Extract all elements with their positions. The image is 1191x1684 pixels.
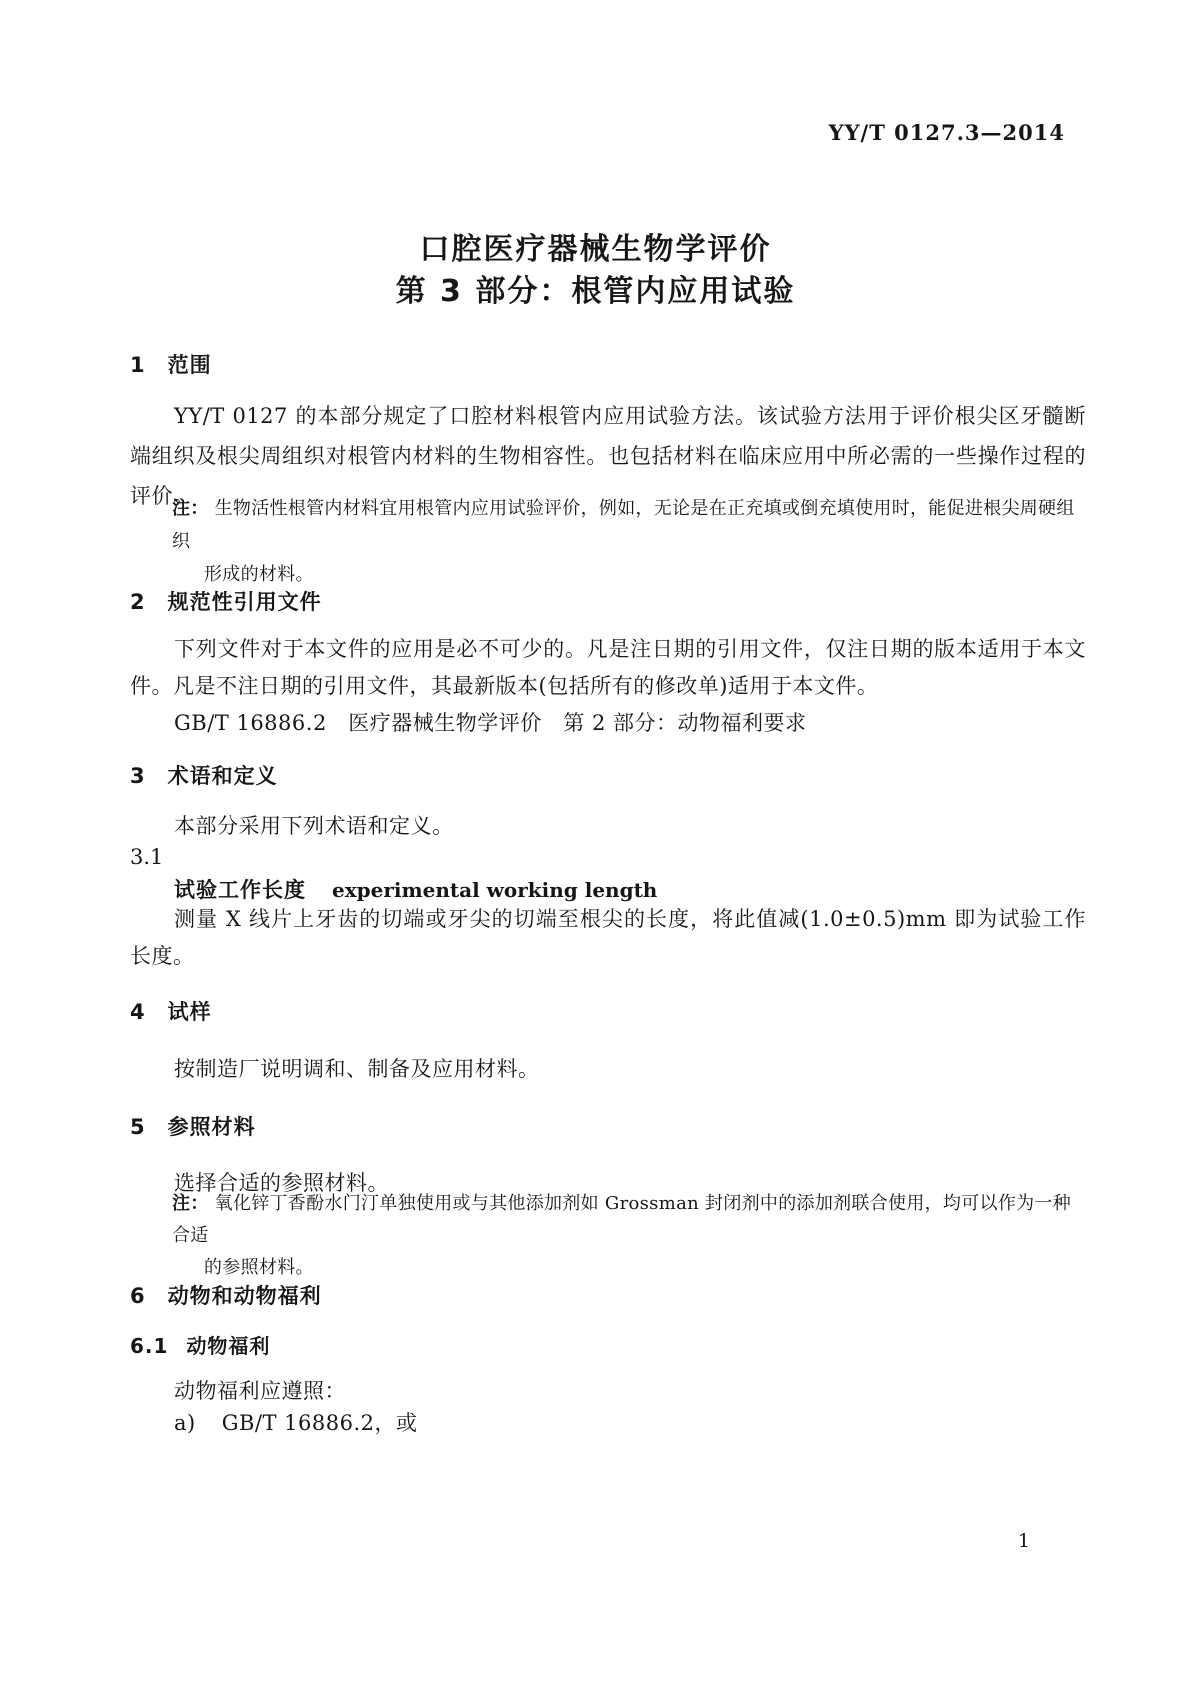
section-2-title: 规范性引用文件 [167, 590, 322, 614]
section-6-heading [130, 1280, 1086, 1310]
note-line: 形成的材料。 [204, 564, 314, 585]
section-1-number: 1 [130, 353, 146, 377]
section-6-paragraph [130, 1371, 1086, 1411]
paragraph-line: 动物福利应遵照： [174, 1379, 346, 1403]
term-entry [174, 874, 657, 904]
term-name-zh: 试验工作长度 [174, 878, 306, 902]
document-title-line1: 口腔医疗器械生物学评价 [419, 232, 772, 267]
section-3-intro [130, 806, 1086, 846]
paragraph-line: 按制造厂说明调和、制备及应用材料。 [174, 1057, 540, 1081]
section-6-1-title: 动物福利 [186, 1334, 271, 1358]
section-1-heading [130, 349, 1086, 379]
note-label: 注： [172, 498, 209, 519]
note-label: 注： [172, 1193, 209, 1214]
section-4-title: 试样 [167, 1000, 212, 1024]
section-6-1-number: 6.1 [130, 1334, 169, 1358]
section-3-number: 3 [130, 764, 146, 788]
section-2-paragraph [130, 631, 1086, 742]
section-5-heading [130, 1111, 1086, 1141]
normative-reference: GB/T 16886.2 医疗器械生物学评价 第 2 部分：动物福利要求 [174, 711, 807, 735]
paragraph-line: 评价。 [130, 484, 195, 508]
list-item-text: GB/T 16886.2，或 [221, 1411, 418, 1435]
section-4-heading [130, 996, 1086, 1026]
paragraph-line: 本部分采用下列术语和定义。 [174, 814, 454, 838]
paragraph-line: 下列文件对于本文件的应用是必不可少的。凡是注日期的引用文件，仅注日期的版本适用于本文 [174, 637, 1086, 661]
paragraph-line: 选择合适的参照材料。 [174, 1171, 389, 1195]
term-number: 3.1 [130, 845, 164, 869]
note-line [172, 1193, 1071, 1246]
paragraph-line: 测量 X 线片上牙齿的切端或牙尖的切端至根尖的长度，将此值减(1.0±0.5)mm 即为试验工作 [174, 907, 1086, 931]
list-item-label: a) [174, 1411, 196, 1435]
note-text: 氧化锌丁香酚水门汀单独使用或与其他添加剂如 Grossman 封闭剂中的添加剂联合使用，均可以作为一种合适 [172, 1193, 1072, 1246]
section-6-1-heading [130, 1330, 1086, 1359]
term-definition [130, 901, 1086, 975]
term-name-en: experimental working length [332, 878, 658, 902]
list-item-a [174, 1407, 1086, 1437]
paragraph-line: YY/T 0127 的本部分规定了口腔材料根管内应用试验方法。该试验方法用于评价根尖区牙髓断 [174, 404, 1086, 428]
section-6-number: 6 [130, 1284, 146, 1308]
section-3-heading [130, 760, 1086, 790]
note-line: 的参照材料。 [204, 1257, 314, 1278]
note-text: 生物活性根管内材料宜用根管内应用试验评价，例如，无论是在正充填或倒充填使用时，能促进根尖周硬组织 [172, 498, 1075, 552]
section-1-note [172, 492, 1086, 591]
section-6-title: 动物和动物福利 [167, 1284, 322, 1308]
section-4-number: 4 [130, 1000, 146, 1024]
page-number: 1 [1017, 1530, 1030, 1552]
document-title-line2: 第 3 部分：根管内应用试验 [395, 274, 796, 309]
section-5-note [172, 1188, 1086, 1284]
section-5-number: 5 [130, 1115, 146, 1139]
section-1-title: 范围 [167, 353, 212, 377]
section-2-number: 2 [130, 590, 146, 614]
note-line [172, 498, 1075, 552]
paragraph-line: 长度。 [130, 944, 195, 968]
standard-code-header: YY/T 0127.3—2014 [828, 120, 1065, 145]
section-3-title: 术语和定义 [167, 764, 278, 788]
section-5-title: 参照材料 [167, 1115, 256, 1139]
section-4-paragraph [130, 1049, 1086, 1089]
paragraph-line: 端组织及根尖周组织对根管内材料的生物相容性。也包括材料在临床应用中所必需的一些操作过程的 [130, 444, 1086, 468]
paragraph-line: 件。凡是不注日期的引用文件，其最新版本(包括所有的修改单)适用于本文件。 [130, 674, 879, 698]
section-2-heading [130, 586, 1086, 616]
